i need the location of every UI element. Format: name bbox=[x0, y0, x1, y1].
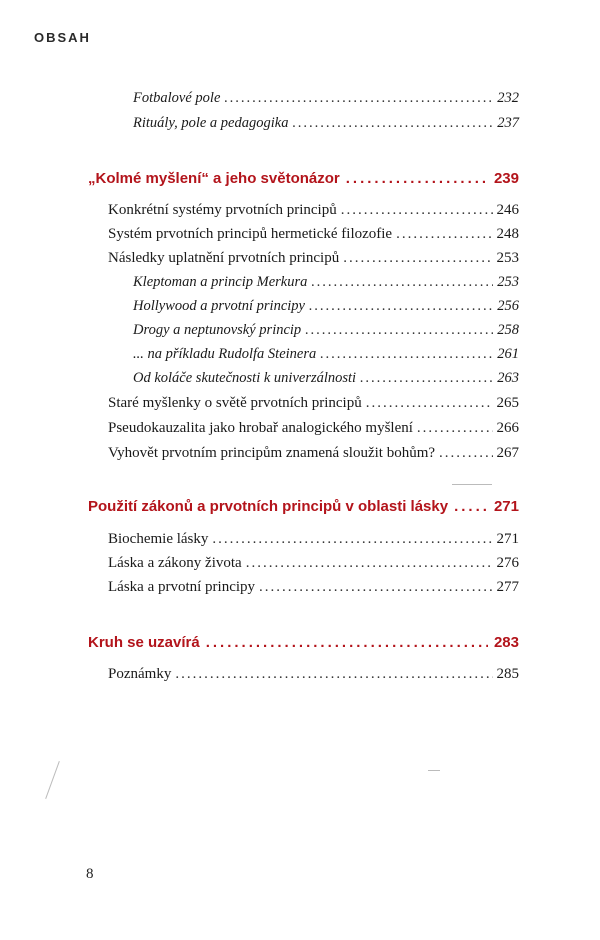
toc-entry-kolac[interactable] bbox=[133, 370, 519, 392]
entry-page: 277 bbox=[496, 579, 519, 595]
dot-leader bbox=[259, 579, 492, 596]
toc-entry-konkretni-systemy[interactable] bbox=[108, 202, 519, 224]
entry-page: 261 bbox=[497, 346, 519, 362]
entry-title: Staré myšlenky o světě prvotních principů bbox=[108, 395, 362, 411]
entry-page: 263 bbox=[497, 370, 519, 386]
entry-title: Konkrétní systémy prvotních principů bbox=[108, 202, 337, 218]
entry-page: 267 bbox=[496, 445, 519, 461]
entry-title: Fotbalové pole bbox=[133, 90, 221, 106]
dot-leader bbox=[320, 346, 493, 363]
dot-leader bbox=[343, 250, 492, 267]
scan-mark bbox=[452, 484, 492, 485]
entry-title: Systém prvotních principů hermetické filozofie bbox=[108, 226, 393, 242]
entry-page: 271 bbox=[496, 531, 519, 547]
entry-page: 266 bbox=[496, 420, 519, 436]
entry-title: Kleptoman a princip Merkura bbox=[133, 274, 308, 290]
entry-page: 253 bbox=[496, 250, 519, 266]
chapter-title: Použití zákonů a prvotních principů v oblasti lásky bbox=[88, 498, 449, 515]
dot-leader bbox=[396, 226, 492, 243]
toc-entry-nasledky[interactable] bbox=[108, 250, 519, 272]
entry-title: Následky uplatnění prvotních principů bbox=[108, 250, 340, 266]
toc-entry-pseudokauzalita[interactable] bbox=[108, 420, 519, 442]
dot-leader bbox=[224, 90, 493, 107]
entry-title: Biochemie lásky bbox=[108, 531, 209, 547]
entry-title: Láska a zákony života bbox=[108, 555, 242, 571]
entry-page: 253 bbox=[497, 274, 519, 290]
chapter-title: „Kolmé myšlení“ a jeho světonázor bbox=[88, 170, 340, 187]
dot-leader bbox=[439, 445, 492, 462]
dot-leader bbox=[175, 666, 492, 683]
toc-entry-drogy[interactable] bbox=[133, 322, 519, 344]
dot-leader bbox=[292, 115, 493, 132]
chapter-page: 271 bbox=[493, 498, 519, 515]
scan-mark bbox=[428, 770, 440, 771]
dot-leader bbox=[360, 370, 493, 387]
dot-leader bbox=[305, 322, 493, 339]
toc-chapter-kruh[interactable] bbox=[88, 634, 519, 651]
chapter-title: Kruh se uzavírá bbox=[88, 634, 200, 651]
entry-title: Od koláče skutečnosti k univerzálnosti bbox=[133, 370, 357, 386]
toc-entry-steiner[interactable] bbox=[133, 346, 519, 368]
entry-page: 265 bbox=[496, 395, 519, 411]
entry-page: 232 bbox=[497, 90, 519, 106]
toc-chapter-pouziti-zakonu[interactable] bbox=[88, 498, 519, 515]
entry-title: Pseudokauzalita jako hrobař analogického myšlení bbox=[108, 420, 413, 436]
entry-title: Hollywood a prvotní principy bbox=[133, 298, 305, 314]
toc-entry-ritualy[interactable] bbox=[133, 115, 519, 137]
dot-leader bbox=[246, 555, 493, 572]
entry-page: 256 bbox=[497, 298, 519, 314]
running-header: OBSAH bbox=[34, 30, 91, 45]
entry-page: 237 bbox=[497, 115, 519, 131]
toc-entry-system-hermeticke[interactable] bbox=[108, 226, 519, 248]
dot-leader bbox=[366, 395, 493, 412]
chapter-page: 283 bbox=[493, 634, 519, 651]
dot-leader bbox=[417, 420, 493, 437]
entry-page: 276 bbox=[496, 555, 519, 571]
toc-entry-hollywood[interactable] bbox=[133, 298, 519, 320]
entry-page: 246 bbox=[496, 202, 519, 218]
toc-entry-vyhovet[interactable] bbox=[108, 445, 519, 467]
dot-leader bbox=[311, 274, 493, 291]
toc-entry-fotbalove-pole[interactable] bbox=[133, 90, 519, 112]
toc-entry-stare-myslenky[interactable] bbox=[108, 395, 519, 417]
dot-leader bbox=[346, 170, 488, 187]
entry-page: 285 bbox=[496, 666, 519, 682]
dot-leader bbox=[212, 531, 492, 548]
page-number: 8 bbox=[86, 866, 94, 882]
toc-entry-biochemie[interactable] bbox=[108, 531, 519, 553]
entry-page: 248 bbox=[496, 226, 519, 242]
dot-leader bbox=[341, 202, 493, 219]
entry-title: Rituály, pole a pedagogika bbox=[133, 115, 289, 131]
toc-chapter-kolme-mysleni[interactable] bbox=[88, 170, 519, 187]
entry-title: ... na příkladu Rudolfa Steinera bbox=[133, 346, 317, 362]
entry-title: Vyhovět prvotním principům znamená sloužit bohům? bbox=[108, 445, 436, 461]
entry-page: 258 bbox=[497, 322, 519, 338]
entry-title: Poznámky bbox=[108, 666, 172, 682]
toc-entry-laska-principy[interactable] bbox=[108, 579, 519, 601]
chapter-page: 239 bbox=[493, 170, 519, 187]
entry-title: Drogy a neptunovský princip bbox=[133, 322, 302, 338]
dot-leader bbox=[206, 634, 488, 651]
toc-entry-laska-zakony[interactable] bbox=[108, 555, 519, 577]
scan-mark bbox=[45, 761, 60, 799]
toc-entry-kleptoman[interactable] bbox=[133, 274, 519, 296]
dot-leader bbox=[454, 498, 488, 515]
toc-entry-poznamky[interactable] bbox=[108, 666, 519, 688]
dot-leader bbox=[309, 298, 493, 315]
entry-title: Láska a prvotní principy bbox=[108, 579, 256, 595]
